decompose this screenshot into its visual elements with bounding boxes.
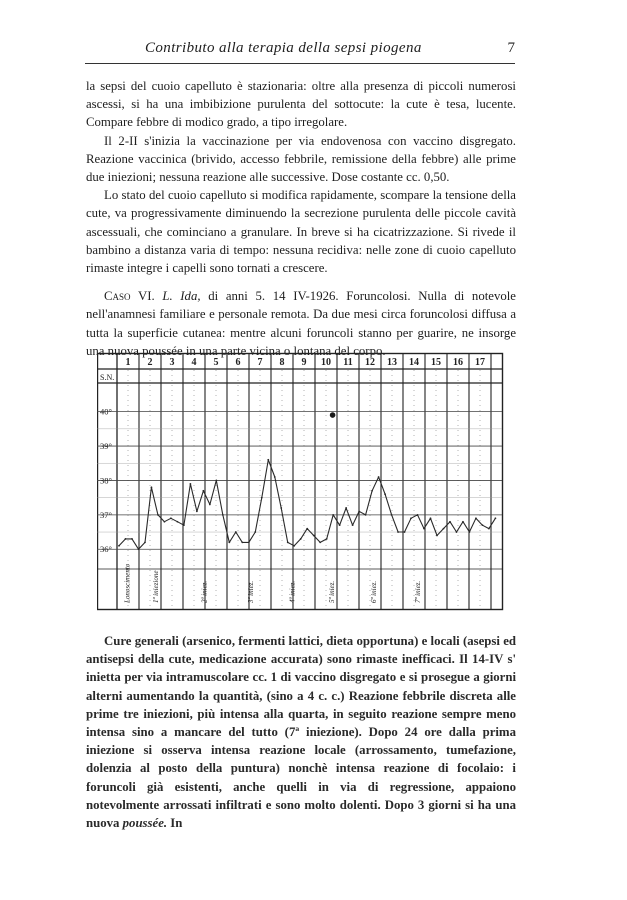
temperature-point	[125, 538, 127, 540]
y-tick-label: 36°	[100, 544, 112, 555]
temperature-point	[170, 517, 172, 519]
treatment-text: Cure generali (arsenico, fermenti lattici, dieta opportuna) e locali (asepsi ed antisepsi della cute, medicazione accurata) sono rimaste inefficaci. Il 14-IV s' inietta per via intramuscolare cc. 1 di vaccino disgregato e si prosegue a giorni alterni aumentando la quantità, (sino a 4 c. c.) Reazione febbrile discreta alle prime tre iniezioni, più intensa alla quarta, in seguito reazione sempre meno intensa sino a mancare del tutto (7ª iniezione). Dopo 24 ore dalla prima iniezione si osserva intensa reazione locale (arrossamento, tumefazione, dolenzia al posto della puntura) nonchè intensa reazione di focolaio: i foruncoli già esistenti, anche quelli in via di regressione, appaiono notevolmente arrossati infiltrati e sono molto dolenti. Dopo 3 giorni si ha una nuova	[86, 634, 516, 831]
day-label: 13	[387, 357, 397, 368]
temperature-point	[267, 459, 269, 461]
temperature-point	[475, 517, 477, 519]
temperature-point	[391, 514, 393, 516]
temperature-point	[365, 514, 367, 516]
temperature-point	[397, 531, 399, 533]
temperature-point	[352, 524, 354, 526]
case-text: di anni 5. 14 IV-1926. Foruncolosi. Nulla di notevole nell'anamnesi familiare e personale remota. Da due mesi circa foruncolosi diffusa a tutta la superficie cutanea: mentre alcuni foruncoli stanno per guarire, ne insorge una nuova poussée in una parte vicina o lontana del corpo.	[86, 289, 516, 358]
y-tick-label: 39°	[100, 441, 112, 452]
temperature-chart-svg	[97, 351, 507, 611]
temperature-point	[306, 528, 308, 530]
temperature-point	[118, 545, 120, 547]
day-label: 14	[409, 357, 419, 368]
day-label: 6	[235, 357, 241, 368]
day-label: 7	[257, 357, 263, 368]
injection-label: Lonoscimento	[123, 563, 132, 603]
temperature-point	[404, 531, 406, 533]
day-label: 4	[191, 357, 197, 368]
day-label: 15	[431, 357, 441, 368]
body-text-top	[86, 77, 516, 360]
day-label: 3	[169, 357, 175, 368]
injection-label: 4ª iniez.	[288, 580, 297, 603]
temperature-point	[456, 531, 458, 533]
temperature-point	[261, 497, 263, 499]
day-label: 1	[125, 357, 131, 368]
temperature-point	[177, 521, 179, 523]
temperature-point	[300, 538, 302, 540]
row-label: S.N.	[100, 373, 115, 382]
temperature-line	[119, 460, 495, 549]
injection-label: 3ª iniez.	[246, 580, 255, 603]
page-number: 7	[507, 40, 515, 56]
temperature-point	[319, 541, 321, 543]
temperature-point	[326, 538, 328, 540]
day-label: 11	[343, 357, 353, 368]
temperature-point	[430, 517, 432, 519]
day-label: 5	[213, 357, 219, 368]
page-header	[85, 38, 515, 60]
y-tick-label: 38°	[100, 475, 112, 486]
y-tick-label: 37°	[100, 509, 112, 520]
running-title: Contributo alla terapia della sepsi piogena	[145, 40, 422, 56]
temperature-point	[189, 483, 191, 485]
temperature-point	[482, 524, 484, 526]
injection-label: 6ª iniez.	[370, 580, 378, 603]
temperature-point	[371, 490, 373, 492]
temperature-point	[209, 504, 211, 506]
temperature-point	[378, 476, 380, 478]
temperature-point	[462, 521, 464, 523]
temperature-point	[157, 514, 159, 516]
treatment-tail: In	[170, 816, 183, 831]
temperature-point	[345, 507, 347, 509]
temperature-chart	[97, 351, 507, 611]
day-label: 8	[279, 357, 285, 368]
temperature-point	[164, 521, 166, 523]
case-paragraph	[86, 287, 516, 360]
temperature-point	[131, 538, 133, 540]
temperature-point	[222, 514, 224, 516]
temperature-point	[358, 511, 360, 513]
temperature-point	[436, 535, 438, 537]
day-label: 10	[321, 357, 331, 368]
temperature-point	[339, 524, 341, 526]
case-name: L. Ida,	[162, 289, 201, 304]
temperature-point	[488, 528, 490, 530]
temperature-point	[144, 541, 146, 543]
y-tick-label: 40°	[100, 406, 112, 417]
temperature-point	[254, 531, 256, 533]
temperature-point	[215, 480, 217, 482]
temperature-point	[280, 507, 282, 509]
temperature-point	[228, 541, 230, 543]
injection-label: 1ª iniezione	[152, 570, 161, 603]
temperature-point	[410, 517, 412, 519]
temperature-point	[151, 486, 153, 488]
temperature-point	[469, 531, 471, 533]
temperature-point	[384, 493, 386, 495]
temperature-point	[235, 531, 237, 533]
temperature-point	[443, 528, 445, 530]
temperature-point	[495, 517, 497, 519]
case-label: Caso VI.	[104, 289, 155, 304]
paragraph-vaccination: Il 2-II s'inizia la vaccinazione per via endovenosa con vaccino disgregato. Reazione vaccinica (brivido, accesso febbrile, remissione della febbre) alle prime due iniezioni; nessuna reazione alle successive. Dose costante cc. 0,50.	[86, 133, 516, 185]
temperature-point	[287, 541, 289, 543]
temperature-point	[423, 528, 425, 530]
injection-label: 2ª iniez.	[200, 580, 209, 603]
day-label: 17	[475, 357, 485, 368]
poussee-word: poussée.	[122, 816, 168, 831]
temperature-point	[417, 514, 419, 516]
temperature-point	[313, 535, 315, 537]
day-label: 2	[147, 357, 153, 368]
day-label: 12	[365, 357, 375, 368]
temperature-point	[196, 511, 198, 513]
day-label: 16	[453, 357, 463, 368]
temperature-point	[183, 524, 185, 526]
paragraph-outcome: Lo stato del cuoio capelluto si modifica rapidamente, scompare la tensione della cute, va progressivamente diminuendo la secrezione purulenta delle piccole cavità ascessuali, che cominciano a granulare. In breve si ha cicatrizzazione. Si rivede il bambino a distanza varia di tempo: nessuna recidiva: nelle zone di cuoio capelluto rimaste integre i capelli sono tornati a crescere.	[86, 188, 516, 276]
temperature-point	[293, 545, 295, 547]
temperature-point	[332, 514, 334, 516]
temperature-point	[202, 490, 204, 492]
body-text-bottom	[86, 632, 516, 832]
temperature-point	[449, 521, 451, 523]
injection-label: 5ª iniez.	[328, 580, 337, 603]
paragraph-continuation: la sepsi del cuoio capelluto è stazionaria: oltre alla presenza di piccoli numerosi ascessi, si ha una imbibizione purulenta del sottocute: la cute è tesa, lucente. Compare febbre di modico grado, a tipo irregolare.	[86, 79, 516, 130]
temperature-point	[138, 548, 140, 550]
temperature-point	[248, 541, 250, 543]
injection-label: 7ª iniez.	[414, 580, 422, 603]
ink-blot	[330, 412, 336, 418]
day-label: 9	[301, 357, 307, 368]
paragraph-treatment	[86, 632, 516, 832]
temperature-point	[241, 541, 243, 543]
header-rule	[85, 63, 515, 64]
temperature-point	[274, 476, 276, 478]
